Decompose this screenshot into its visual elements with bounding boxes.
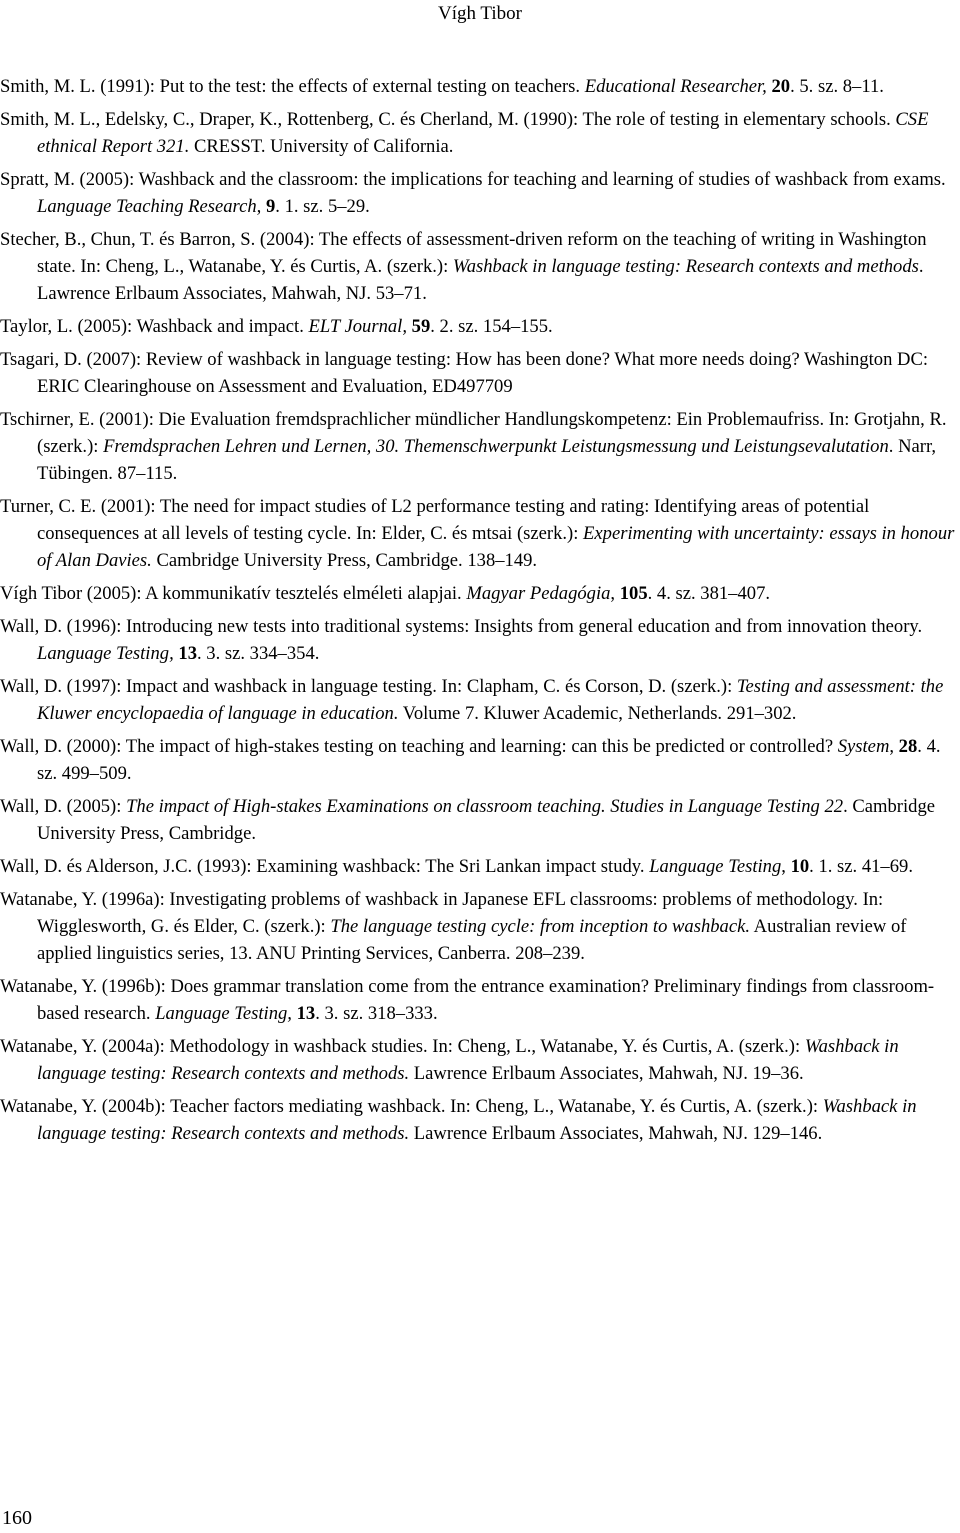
reference-entry	[0, 166, 958, 220]
reference-text: . 4. sz. 499–509.	[37, 736, 941, 784]
reference-entry	[0, 853, 958, 880]
reference-text: Lawrence Erlbaum Associates, Mahwah, NJ. 129–146.	[409, 1123, 823, 1144]
reference-title-italic: The impact of High-stakes Examinations on classroom teaching. Studies in Language Testing 22	[126, 796, 844, 817]
reference-text: CRESST. University of California.	[189, 136, 454, 157]
reference-text: ,	[889, 736, 899, 757]
reference-volume-bold: 13	[178, 643, 197, 664]
reference-text: Spratt, M. (2005): Washback and the classroom: the implications for teaching and learning of studies of washback from exams.	[0, 169, 946, 190]
reference-title-italic: Fremdsprachen Lehren und Lernen, 30. Themenschwerpunkt Leistungsmessung und Leistungsevalutation	[103, 436, 889, 457]
reference-text: Taylor, L. (2005): Washback and impact.	[0, 316, 309, 337]
reference-text: Watanabe, Y. (2004b): Teacher factors mediating washback. In: Cheng, L., Watanabe, Y. és Curtis, A. (szerk.):	[0, 1096, 823, 1117]
reference-text: Wall, D. (1996): Introducing new tests into traditional systems: Insights from general education and from innovation theory.	[0, 616, 923, 637]
reference-text: . Cambridge University Press, Cambridge.	[37, 796, 936, 844]
reference-entry	[0, 406, 958, 487]
reference-title-italic: Language Testing	[649, 856, 782, 877]
reference-text: Vígh Tibor (2005): A kommunikatív tesztelés elméleti alapjai.	[0, 583, 467, 604]
reference-entry	[0, 1093, 958, 1147]
reference-text: . 1. sz. 5–29.	[275, 196, 370, 217]
reference-entry	[0, 793, 958, 847]
reference-title-italic: System	[837, 736, 890, 757]
reference-entry	[0, 973, 958, 1027]
reference-text: Volume 7. Kluwer Academic, Netherlands. 291–302.	[398, 703, 797, 724]
reference-entry	[0, 1033, 958, 1087]
reference-title-italic: Educational Researcher,	[584, 76, 767, 97]
reference-volume-bold: 59	[411, 316, 431, 337]
reference-title-italic: Washback in language testing: Research contexts and methods.	[37, 1096, 917, 1144]
reference-volume-bold: 9	[265, 196, 276, 217]
reference-text: Lawrence Erlbaum Associates, Mahwah, NJ. 19–36.	[409, 1063, 804, 1084]
reference-volume-bold: 28	[898, 736, 918, 757]
reference-title-italic: Language Testing,	[155, 1003, 292, 1024]
reference-list	[0, 73, 958, 1153]
reference-text: Stecher, B., Chun, T. és Barron, S. (2004): The effects of assessment-driven reform on the teaching of writing in Washington state. In: Cheng, L., Watanabe, Y. és Curtis, A. (szerk.):	[0, 229, 927, 277]
reference-text: Tschirner, E. (2001): Die Evaluation fremdsprachlicher mündlicher Handlungskompetenz: Ein Problemaufriss. In: Grotjahn, R. (szerk.):	[0, 409, 947, 457]
reference-title-italic: Magyar Pedagógia	[466, 583, 611, 604]
reference-entry	[0, 346, 958, 400]
reference-entry	[0, 106, 958, 160]
reference-title-italic: Experimenting with uncertainty: essays in honour of Alan Davies.	[37, 523, 955, 571]
reference-text: . 3. sz. 318–333.	[315, 1003, 438, 1024]
reference-volume-bold: 13	[296, 1003, 316, 1024]
reference-text: Turner, C. E. (2001): The need for impact studies of L2 performance testing and rating: Identifying areas of potential consequences at all levels of testing cycle. In: Elder, C. és mtsai (szerk.):	[0, 496, 870, 544]
reference-title-italic: Language Teaching Research,	[37, 196, 262, 217]
reference-entry	[0, 733, 958, 787]
reference-text: . 2. sz. 154–155.	[430, 316, 553, 337]
reference-entry	[0, 313, 958, 340]
reference-entry	[0, 73, 958, 100]
reference-title-italic: Washback in language testing: Research contexts and methods.	[37, 1036, 899, 1084]
reference-entry	[0, 580, 958, 607]
reference-text: Watanabe, Y. (2004a): Methodology in washback studies. In: Cheng, L., Watanabe, Y. és Curtis, A. (szerk.):	[0, 1036, 805, 1057]
reference-volume-bold: 10	[790, 856, 810, 877]
reference-volume-bold: 20	[771, 76, 791, 97]
reference-entry	[0, 613, 958, 667]
reference-text: Watanabe, Y. (1996b): Does grammar translation come from the entrance examination? Preliminary findings from classroom-based research.	[0, 976, 935, 1024]
reference-title-italic: ELT Journal,	[308, 316, 407, 337]
reference-text: ,	[610, 583, 620, 604]
reference-entry	[0, 493, 958, 574]
reference-text: Cambridge University Press, Cambridge. 138–149.	[151, 550, 538, 571]
reference-title-italic: Language Testing,	[37, 643, 174, 664]
reference-entry	[0, 226, 958, 307]
running-header: Vígh Tibor	[438, 3, 522, 24]
reference-text: . 5. sz. 8–11.	[790, 76, 884, 97]
reference-entry	[0, 673, 958, 727]
reference-title-italic: Testing and assessment: the Kluwer encyclopaedia of language in education.	[37, 676, 944, 724]
reference-text: . Lawrence Erlbaum Associates, Mahwah, NJ. 53–71.	[37, 256, 924, 304]
reference-text: Wall, D. (2000): The impact of high-stakes testing on teaching and learning: can this be predicted or controlled?	[0, 736, 838, 757]
reference-text: Tsagari, D. (2007): Review of washback in language testing: How has been done? What more needs doing? Washington DC: ERIC Clearinghouse on Assessment and Evaluation, ED497709	[0, 349, 929, 397]
reference-entry	[0, 886, 958, 967]
reference-text: ,	[781, 856, 791, 877]
reference-title-italic: Washback in language testing: Research contexts and methods	[452, 256, 919, 277]
reference-text: Australian review of applied linguistics series, 13. ANU Printing Services, Canberra. 208–239.	[37, 916, 907, 964]
reference-volume-bold: 105	[619, 583, 648, 604]
reference-text: Wall, D. (2005):	[0, 796, 127, 817]
reference-text: Wall, D. és Alderson, J.C. (1993): Examining washback: The Sri Lankan impact study.	[0, 856, 650, 877]
reference-text: . Narr, Tübingen. 87–115.	[37, 436, 937, 484]
reference-text: Wall, D. (1997): Impact and washback in language testing. In: Clapham, C. és Corson, D. (szerk.):	[0, 676, 737, 697]
reference-text: . 4. sz. 381–407.	[647, 583, 771, 604]
reference-text: Watanabe, Y. (1996a): Investigating problems of washback in Japanese EFL classrooms: problems of methodology. In: Wigglesworth, G. és Elder, C. (szerk.):	[0, 889, 884, 937]
reference-text: Smith, M. L., Edelsky, C., Draper, K., Rottenberg, C. és Cherland, M. (1990): The role of testing in elementary schools.	[0, 109, 896, 130]
reference-text: Smith, M. L. (1991): Put to the test: the effects of external testing on teachers.	[0, 76, 585, 97]
reference-title-italic: The language testing cycle: from inception to washback.	[330, 916, 751, 937]
page-number: 160	[2, 1507, 32, 1529]
reference-title-italic: CSE ethnical Report 321.	[37, 109, 929, 157]
reference-text: . 1. sz. 41–69.	[809, 856, 913, 877]
reference-text: . 3. sz. 334–354.	[196, 643, 320, 664]
